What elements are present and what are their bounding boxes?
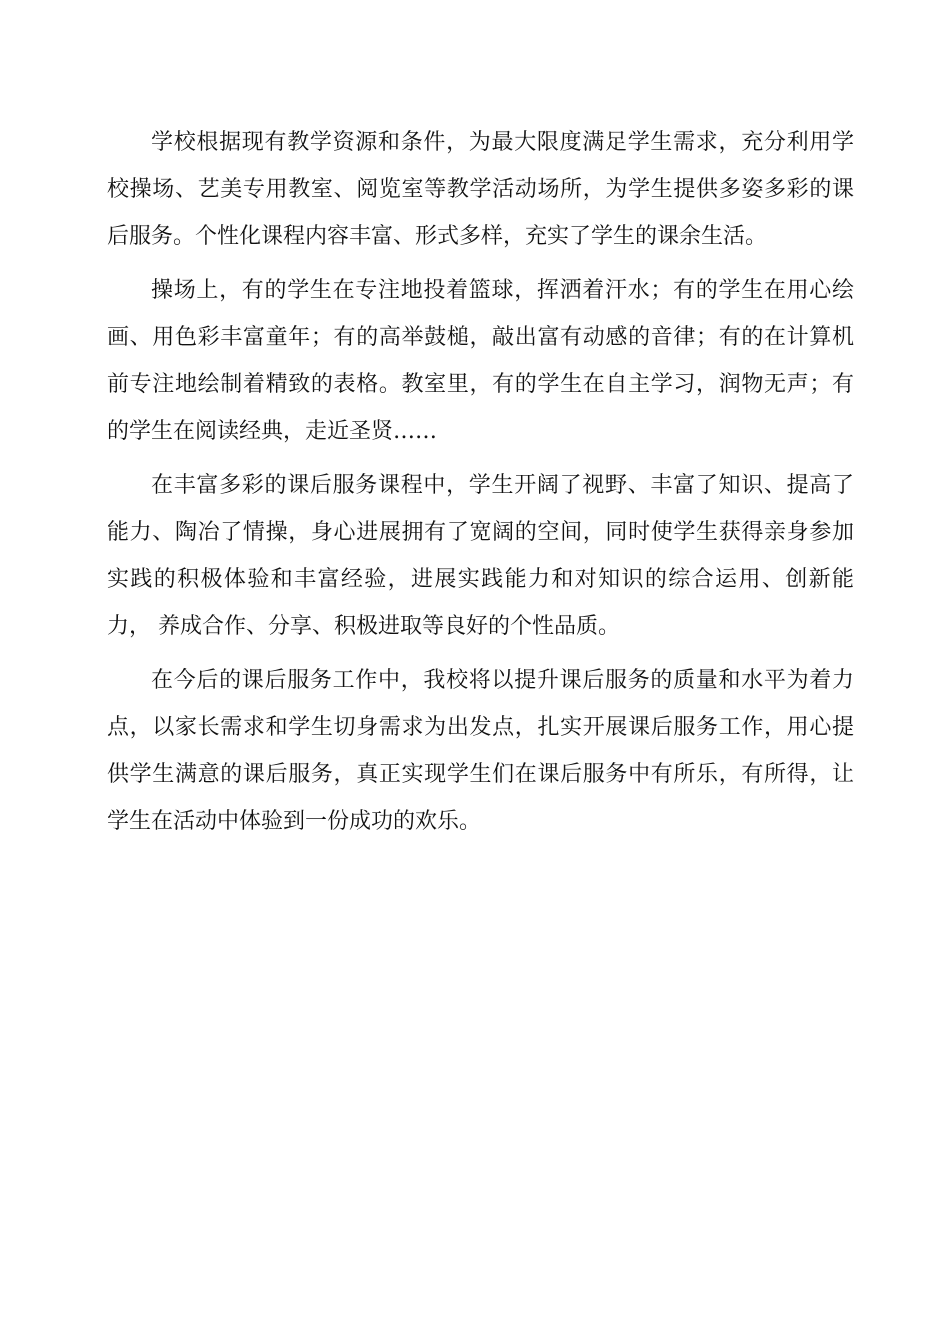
paragraph-2: 操场上，有的学生在专注地投着篮球，挥洒着汗水；有的学生在用心绘画、用色彩丰富童年；有的高举鼓槌，敲出富有动感的音律；有的在计算机 前专注地绘制着精致的表格。教室里，有的学生在自主学习，润物无声；有 的学生在阅读经典，走近圣贤……	[107, 278, 854, 444]
paragraph-4: 在今后的课后服务工作中，我校将以提升课后服务的质量和水平为着力点，以家长需求和学生切身需求为出发点，扎实开展课后服务工作，用心提 供学生满意的课后服务，真正实现学生们在课后服务中有所乐，有所得，让 学生在活动中体验到一份成功的欢乐。	[107, 668, 854, 834]
paragraph-1: 学校根据现有教学资源和条件，为最大限度满足学生需求，充分利用学 校操场、艺美专用教室、阅览室等教学活动场所，为学生提供多姿多彩的课 后服务。个性化课程内容丰富、形式多样，充实了学生的课余生活。	[107, 130, 854, 249]
document-body	[107, 119, 854, 852]
paragraph-3: 在丰富多彩的课后服务课程中，学生开阔了视野、丰富了知识、提高了 能力、陶冶了情操，身心进展拥有了宽阔的空间，同时使学生获得亲身参加 实践的积极体验和丰富经验，进展实践能力和对知识的综合运用、创新能力， 养成合作、分享、积极进取等良好的个性品质。	[107, 473, 854, 639]
